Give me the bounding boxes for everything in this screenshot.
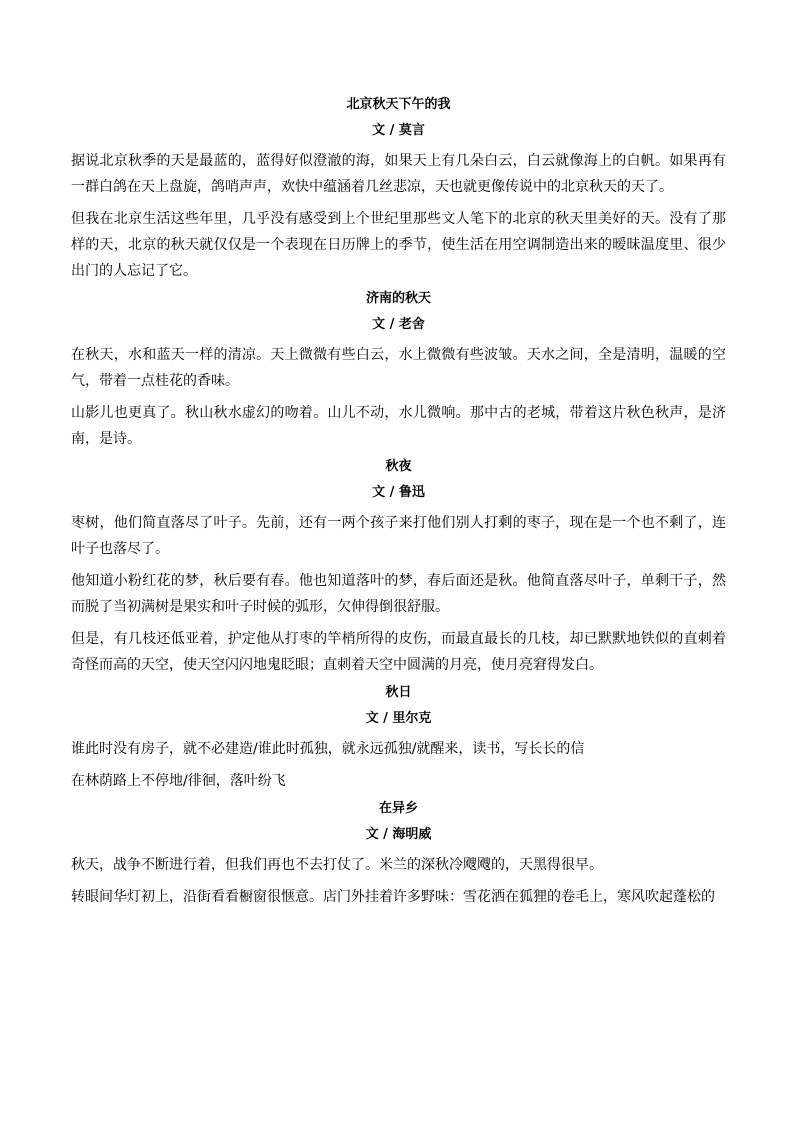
paragraph: 但是，有几枝还低亚着，护定他从打枣的竿梢所得的皮伤，而最直最长的几枝，却已默默地铁似的直刺着奇怪而高的天空，使天空闪闪地鬼眨眼；直刺着天空中圆满的月亮，使月亮窘得发白。 [71, 631, 726, 673]
section-author: 文 / 里尔克 [365, 711, 432, 726]
paragraph: 枣树，他们简直落尽了叶子。先前，还有一两个孩子来打他们别人打剩的枣子，现在是一个也不剩了，连叶子也落尽了。 [71, 515, 726, 557]
paragraph: 但我在北京生活这些年里，几乎没有感受到上个世纪里那些文人笔下的北京的秋天里美好的天。没有了那样的天，北京的秋天就仅仅是一个表现在日历牌上的季节，使生活在用空调制造出来的暧昧温度里、很少出门的人忘记了它。 [71, 211, 726, 279]
section-author: 文 / 鲁迅 [372, 485, 425, 500]
paragraph: 山影儿也更真了。秋山秋水虚幻的吻着。山儿不动，水儿微响。那中古的老城，带着这片秋色秋声，是济南，是诗。 [71, 405, 726, 447]
paragraph: 秋天，战争不断进行着，但我们再也不去打仗了。米兰的深秋冷飕飕的，天黑得很早。 [71, 857, 603, 873]
document-page [71, 96, 726, 916]
paragraph: 他知道小粉红花的梦，秋后要有春。他也知道落叶的梦，春后面还是秋。他简直落尽叶子，单剩干子，然而脱了当初满树是果实和叶子时候的弧形，欠伸得倒很舒服。 [71, 573, 726, 615]
section-title: 秋夜 [385, 459, 412, 474]
paragraph: 据说北京秋季的天是最蓝的，蓝得好似澄澈的海，如果天上有几朵白云，白云就像海上的白帆。如果再有一群白鸽在天上盘旋，鸽哨声声，欢快中蕴涵着几丝悲凉，天也就更像传说中的北京秋天的天了。 [71, 153, 726, 195]
section-beijing-autumn [71, 96, 726, 284]
section-autumn-day [71, 684, 726, 794]
section-title: 北京秋天下午的我 [346, 97, 451, 112]
section-title: 秋日 [385, 685, 412, 700]
section-jinan-autumn [71, 290, 726, 452]
paragraph: 在林荫路上不停地/徘徊，落叶纷飞 [71, 773, 286, 789]
section-author: 文 / 老舍 [372, 317, 425, 332]
section-author: 文 / 莫言 [372, 123, 425, 138]
section-title: 济南的秋天 [365, 291, 431, 306]
paragraph: 谁此时没有房子，就不必建造/谁此时孤独，就永远孤独/就醒来，读书，写长长的信 [71, 741, 585, 757]
section-title: 在异乡 [378, 801, 418, 816]
section-in-another-country [71, 800, 726, 910]
paragraph: 在秋天，水和蓝天一样的清凉。天上微微有些白云，水上微微有些波皱。天水之间，全是清明，温暖的空气，带着一点桂花的香味。 [71, 347, 726, 389]
paragraph: 转眼间华灯初上，沿街看看橱窗很惬意。店门外挂着许多野味：雪花洒在狐狸的卷毛上，寒风吹起蓬松的 [71, 889, 715, 905]
section-author: 文 / 海明威 [365, 827, 432, 842]
section-autumn-night [71, 458, 726, 678]
